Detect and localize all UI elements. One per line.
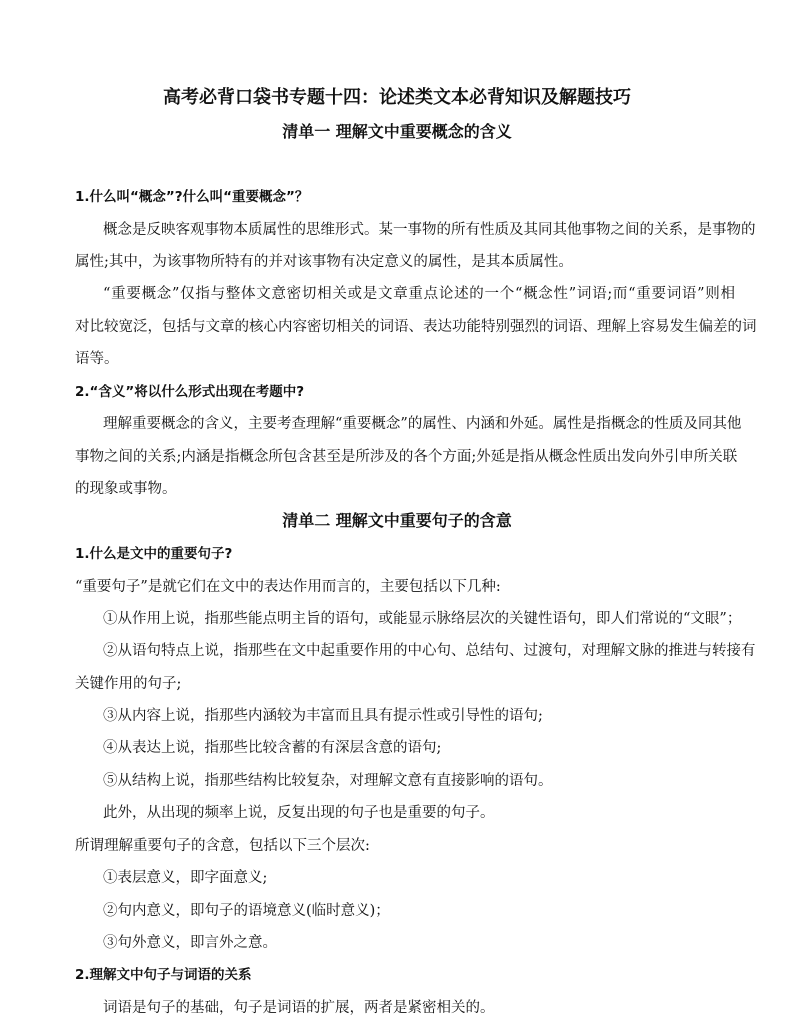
list-item-1: ①从作用上说，指那些能点明主旨的语句，或能显示脉络层次的关键性语句，即人们常说的“文眼”； bbox=[103, 611, 742, 627]
important-sentences-intro: “重要句子”是就它们在文中的表达作用而言的，主要包括以下几种: bbox=[75, 579, 501, 595]
list-item-3: ③从内容上说，指那些内涵较为丰富而且具有提示性或引导性的语句; bbox=[103, 708, 543, 724]
list-item-4: ④从表达上说，指那些比较含蓄的有深层含意的语句; bbox=[103, 740, 442, 756]
level-3: ③句外意义，即言外之意。 bbox=[103, 935, 277, 951]
question-1-title: 1.什么叫“概念”?什么叫“重要概念”？ bbox=[75, 189, 309, 205]
paragraph-key-concept-line-3: 语等。 bbox=[75, 351, 119, 367]
list-item-5: ⑤从结构上说，指那些结构比较复杂，对理解文意有直接影响的语句。 bbox=[103, 773, 553, 789]
document-title: 高考必背口袋书专题十四：论述类文本必背知识及解题技巧 bbox=[163, 87, 631, 108]
paragraph-key-concept-line-2: 对比较宽泛，包括与文章的核心内容密切相关的词语、表达功能特别强烈的词语、理解上容易发生偏差的词 bbox=[75, 319, 757, 335]
frequency-note: 此外，从出现的频率上说，反复出现的句子也是重要的句子。 bbox=[103, 805, 495, 821]
words-sentences-relation: 词语是句子的基础，句子是词语的扩展，两者是紧密相关的。 bbox=[103, 1000, 495, 1016]
paragraph-concept-line-2: 属性;其中，为该事物所特有的并对该事物有决定意义的属性，是其本质属性。 bbox=[75, 254, 573, 270]
paragraph-meaning-line-2: 事物之间的关系;内涵是指概念所包含甚至是所涉及的各个方面;外延是指从概念性质出发向外引申所关联 bbox=[75, 449, 738, 465]
level-2: ②句内意义，即句子的语境意义(临时意义)； bbox=[103, 903, 390, 919]
paragraph-meaning-line-3: 的现象或事物。 bbox=[75, 481, 177, 497]
section-1-heading: 清单一 理解文中重要概念的含义 bbox=[282, 122, 512, 141]
paragraph-meaning-line-1: 理解重要概念的含义，主要考查理解“重要概念”的属性、内涵和外延。属性是指概念的性质及同其他 bbox=[103, 416, 742, 432]
section-2-heading: 清单二 理解文中重要句子的含意 bbox=[282, 511, 512, 530]
paragraph-key-concept-line-1: “重要概念”仅指与整体文意密切相关或是文章重点论述的一个“概念性”词语;而“重要词语”则相 bbox=[103, 286, 735, 302]
level-1: ①表层意义，即字面意义; bbox=[103, 870, 268, 886]
section-2-question-2-title: 2.理解文中句子与词语的关系 bbox=[75, 967, 252, 983]
section-2-question-1-title: 1.什么是文中的重要句子? bbox=[75, 546, 233, 562]
list-item-2-line-1: ②从语句特点上说，指那些在文中起重要作用的中心句、总结句、过渡句，对理解文脉的推进与转接有 bbox=[103, 643, 756, 659]
levels-intro: 所谓理解重要句子的含意，包括以下三个层次: bbox=[75, 838, 370, 854]
list-item-2-line-2: 关键作用的句子; bbox=[75, 676, 182, 692]
paragraph-concept-line-1: 概念是反映客观事物本质属性的思维形式。某一事物的所有性质及其同其他事物之间的关系，是事物的 bbox=[103, 222, 756, 238]
question-2-title: 2.“含义”将以什么形式出现在考题中? bbox=[75, 384, 305, 400]
